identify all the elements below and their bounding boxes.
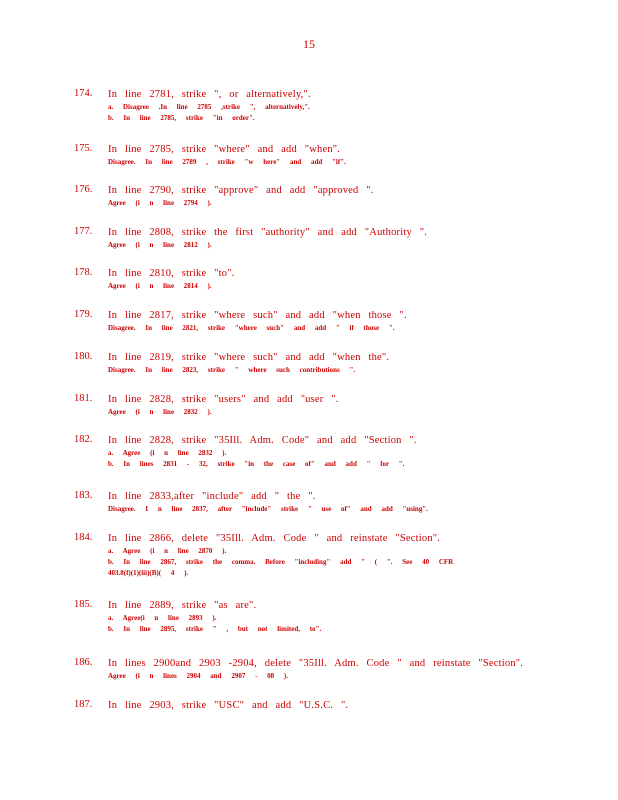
amendment-text: In line 2828, strike "users" and add "user ". xyxy=(108,394,339,405)
amendment-response: Agree (i n line 2832 ). xyxy=(108,408,212,416)
amendment-response: a. Disagree .In line 2785 ,strike ", alternatively,". xyxy=(108,103,310,111)
amendment-text: In line 2903, strike "USC" and add "U.S.C. ". xyxy=(108,700,349,711)
amendment-response: Disagree. In line 2823, strike " where such contributions ". xyxy=(108,366,356,374)
amendment-text: In line 2866, delete "35Ill. Adm. Code " and reinstate "Section". xyxy=(108,533,441,544)
amendment-body xyxy=(108,393,578,418)
amendment-number: 174. xyxy=(74,88,93,99)
amendment-number: 175. xyxy=(74,143,93,154)
amendment-response: a. Agree(i n line 2893 ). xyxy=(108,614,217,622)
amendment-response: a. Agree (i n line 2832 ). xyxy=(108,449,227,457)
amendment-number: 178. xyxy=(74,267,93,278)
amendment-body xyxy=(108,490,578,515)
amendment-number: 181. xyxy=(74,393,93,404)
amendment-response: 403.8(f)(1)(iii)(B)( 4 ). xyxy=(108,569,189,577)
amendment-text: In line 2817, strike "where such" and add "when those ". xyxy=(108,310,407,321)
amendment-response: Disagree. I n line 2837, after "include" strike " use of" and add "using". xyxy=(108,505,428,513)
amendment-response: Agree (i n line 2794 ). xyxy=(108,199,212,207)
page-number: 15 xyxy=(303,37,315,51)
amendment-response: Agree (i n line 2814 ). xyxy=(108,282,212,290)
amendment-body xyxy=(108,267,578,292)
amendment-response: b. In lines 2831 - 32, strike "in the case of" and add " for ". xyxy=(108,460,405,468)
amendment-response: Agree (i n line 2812 ). xyxy=(108,241,212,249)
amendment-number: 182. xyxy=(74,434,93,445)
amendment-response: Disagree. In line 2789 , strike "w here" and add "if". xyxy=(108,158,346,166)
amendment-number: 176. xyxy=(74,184,93,195)
amendment-number: 186. xyxy=(74,657,93,668)
amendment-number: 177. xyxy=(74,226,93,237)
amendment-body xyxy=(108,226,578,251)
amendment-text: In line 2790, strike "approve" and add "approved ". xyxy=(108,185,374,196)
amendment-text: In lines 2900and 2903 -2904, delete "35Ill. Adm. Code " and reinstate "Section". xyxy=(108,658,524,669)
amendment-response: Agree (i n lines 2904 and 2907 - 08 ). xyxy=(108,672,288,680)
amendment-text: In line 2810, strike "to". xyxy=(108,268,235,279)
amendment-number: 187. xyxy=(74,699,93,710)
amendment-body xyxy=(108,434,578,470)
amendment-number: 185. xyxy=(74,599,93,610)
amendment-body xyxy=(108,309,578,334)
amendment-text: In line 2808, strike the first "authority" and add "Authority ". xyxy=(108,227,428,238)
amendment-text: In line 2819, strike "where such" and add "when the". xyxy=(108,352,390,363)
amendment-text: In line 2889, strike "as are". xyxy=(108,600,257,611)
amendment-text: In line 2828, strike "35Ill. Adm. Code" and add "Section ". xyxy=(108,435,417,446)
amendment-response: b. In line 2785, strike "in order". xyxy=(108,114,255,122)
amendment-body xyxy=(108,699,578,713)
amendment-number: 179. xyxy=(74,309,93,320)
amendment-response: Disagree. In line 2821, strike "where such" and add " if those ". xyxy=(108,324,395,332)
amendment-text: In line 2833,after "include" add " the ". xyxy=(108,491,316,502)
amendment-body xyxy=(108,88,578,124)
amendment-text: In line 2781, strike ", or alternatively,". xyxy=(108,89,311,100)
amendment-response: b. In line 2895, strike " , but not limited, to". xyxy=(108,625,322,633)
amendment-body xyxy=(108,657,578,682)
amendment-body xyxy=(108,532,578,579)
amendment-number: 184. xyxy=(74,532,93,543)
amendment-body xyxy=(108,143,578,168)
amendment-response: b. In line 2867, strike the comma. Before "including" add " ( ". See 40 CFR xyxy=(108,558,454,566)
amendment-body xyxy=(108,351,578,376)
amendment-body xyxy=(108,599,578,635)
amendment-response: a. Agree (i n line 2870 ). xyxy=(108,547,227,555)
amendment-text: In line 2785, strike "where" and add "when". xyxy=(108,144,341,155)
amendment-number: 183. xyxy=(74,490,93,501)
amendment-body xyxy=(108,184,578,209)
amendment-number: 180. xyxy=(74,351,93,362)
